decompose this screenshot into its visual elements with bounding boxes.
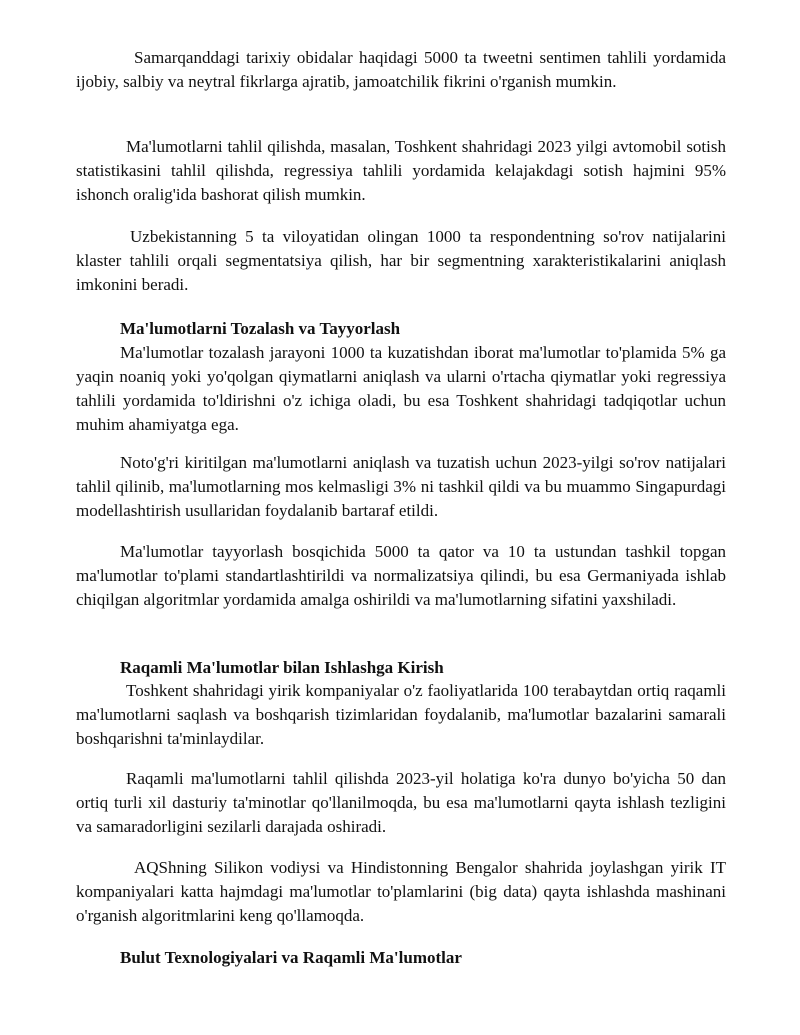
intro-paragraph-1: Samarqanddagi tarixiy obidalar haqidagi 5000 ta tweetni sentimen tahlili yordamida ijobiy, salbiy va neytral fikrlarga ajratib, jamoatchilik fikrini o'rganish mumkin.	[76, 48, 726, 91]
section-heading-digital-data-intro: Raqamli Ma'lumotlar bilan Ishlashga Kirish	[120, 658, 444, 677]
data-cleaning-paragraph-1: Ma'lumotlar tozalash jarayoni 1000 ta kuzatishdan iborat ma'lumotlar to'plamida 5% ga yaqin noaniq yoki yo'qolgan qiymatlarni aniqlash va ularni o'rtacha qiymatlar yoki regressiya tahlili yordamida to'ldirishni o'z ichiga oladi, bu esa Toshkent shahridagi tadqiqotlar uchun muhim ahamiyatga ega.	[76, 343, 726, 434]
digital-data-paragraph-3: AQShning Silikon vodiysi va Hindistonning Bengalor shahrida joylashgan yirik IT kompaniyalari katta hajmdagi ma'lumotlar to'plamlarini (big data) qayta ishlashda mashinani o'rganish algoritmlarini keng qo'llamoqda.	[76, 858, 726, 925]
section-heading-data-cleaning: Ma'lumotlarni Tozalash va Tayyorlash	[120, 319, 401, 338]
data-cleaning-paragraph-2: Noto'g'ri kiritilgan ma'lumotlarni aniqlash va tuzatish uchun 2023-yilgi so'rov natijalari tahlil qilinib, ma'lumotlarning mos kelmasligi 3% ni tashkil qildi va bu muammo Singapurdagi modellashtirish usullaridan foydalanib bartaraf etildi.	[76, 453, 726, 520]
digital-data-paragraph-1: Toshkent shahridagi yirik kompaniyalar o'z faoliyatlarida 100 terabaytdan ortiq raqamli ma'lumotlarni saqlash va boshqarish tizimlaridan foydalanib, ma'lumotlar bazalarini samarali boshqarishni ta'minlaydilar.	[76, 681, 726, 748]
section-heading-cloud: Bulut Texnologiyalari va Raqamli Ma'lumotlar	[120, 948, 462, 967]
intro-paragraph-3: Uzbekistanning 5 ta viloyatidan olingan 1000 ta respondentning so'rov natijalarini klaster tahlili orqali segmentatsiya qilish, har bir segmentning xarakteristikalarini aniqlash imkonini beradi.	[76, 227, 726, 294]
data-cleaning-paragraph-3: Ma'lumotlar tayyorlash bosqichida 5000 ta qator va 10 ta ustundan tashkil topgan ma'lumotlar to'plami standartlashtirildi va normalizatsiya qilindi, bu esa Germaniyada ishlab chiqilgan algoritmlar yordamida amalga oshirildi va ma'lumotlarning sifatini yaxshiladi.	[76, 542, 726, 609]
digital-data-paragraph-2: Raqamli ma'lumotlarni tahlil qilishda 2023-yil holatiga ko'ra dunyo bo'yicha 50 dan ortiq turli xil dasturiy ta'minotlar qo'llanilmoqda, bu esa ma'lumotlarni qayta ishlash tezligini va samaradorligini sezilarli darajada oshiradi.	[76, 769, 726, 836]
intro-paragraph-2: Ma'lumotlarni tahlil qilishda, masalan, Toshkent shahridagi 2023 yilgi avtomobil sotish statistikasini tahlil qilishda, regressiya tahlili yordamida kelajakdagi sotish hajmini 95% ishonch oralig'ida bashorat qilish mumkin.	[76, 137, 726, 204]
